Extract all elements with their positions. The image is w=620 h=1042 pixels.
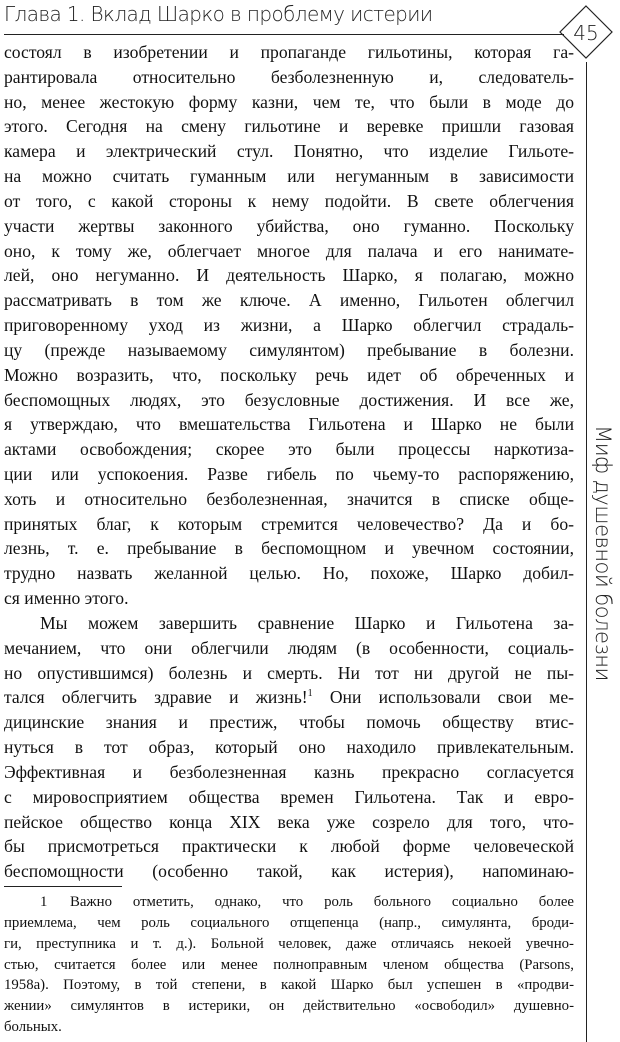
body-line (4, 685, 574, 710)
body-line: ся именно этого. (4, 588, 129, 609)
body-line: рассматривать в том же ключе. А именно, Гильотен облегчил (4, 290, 574, 311)
side-rule (586, 62, 587, 1042)
footnote-line (40, 892, 574, 913)
footnote-line: ги, преступника и т. д.). Больной человек, даже отличаясь некоей увечно- (4, 935, 574, 952)
body-line: с мировосприятием общества времен Гильотена. Так и евро- (4, 786, 574, 807)
body-line: от того, с какой стороны к нему подойти. В свете облегчения (4, 190, 574, 211)
footnote-rule (4, 886, 122, 887)
body-line: оно, к тому же, облегчает многое для палача и его нанимате- (4, 240, 574, 261)
body-line: камера и электрический стул. Понятно, что изделие Гильоте- (4, 141, 574, 162)
footnote-line: 1958a). Поэтому, в той степени, в какой Шарко был успешен в «продви- (4, 977, 574, 994)
header-rule (4, 34, 564, 35)
body-line: состоял в изобретении и пропаганде гильотины, которая га- (4, 42, 574, 62)
footnote-line: стью, считается более или менее полноправным членом общества (Parsons, (4, 956, 574, 973)
body-line: но, менее жестокую форму казни, чем те, что были в моде до (4, 91, 574, 112)
footnote-line: жении» симулянтов в истерики, он действительно «освободил» душевно- (4, 998, 574, 1015)
body-line: Эффективная и безболезненная казнь прекрасно согласуется (4, 761, 574, 782)
body-line: беспомощности (особенно такой, как истерия), напоминаю- (4, 861, 574, 882)
side-title: Миф душевной болезни (591, 425, 615, 681)
body-line: Можно возразить, что, поскольку речь идет об обреченных и (4, 364, 574, 385)
body-line-text: тался облегчить здравие и жизнь! (4, 687, 308, 708)
body-line: на можно считать гуманным или негуманным в зависимости (4, 166, 574, 187)
body-line: участи жертвы законного убийства, оно гуманно. Поскольку (4, 215, 574, 236)
body-line: цу (прежде называемому симулянтом) пребывание в болезни. (4, 339, 574, 360)
page-number: 45 (573, 21, 599, 45)
body-line: мечанием, что они облегчили людям (в особенности, социаль- (4, 637, 574, 658)
body-line: этого. Сегодня на смену гильотине и веревке пришли газовая (4, 116, 574, 137)
footnote-line: приемлема, чем роль социального отщепенца (напр., симулянта, броди- (4, 914, 574, 931)
body-line: принятых благ, к которым стремится человечество? Да и бо- (4, 513, 574, 534)
body-line: я утверждаю, что вмешательства Гильотена и Шарко не были (4, 414, 574, 435)
footnote-marker: 1 (40, 894, 48, 910)
body-line: беспомощных людях, это безусловные достижения. И все же, (4, 389, 574, 410)
body-line: Мы можем завершить сравнение Шарко и Гильотена за- (40, 612, 574, 633)
body-line: актами освобождения; скорее это были процессы наркотиза- (4, 439, 574, 460)
running-title: Глава 1. Вклад Шарко в проблему истерии (4, 2, 433, 26)
body-line: приговоренному уход из жизни, а Шарко облегчил страдаль- (4, 315, 574, 336)
body-line: пейское общество конца XIX века уже созрело для того, что- (4, 811, 574, 832)
body-line: но опустившимся) болезнь и смерть. Ни тот ни другой не пы- (4, 662, 574, 683)
body-line: дицинские знания и престиж, чтобы помочь обществу втис- (4, 712, 574, 733)
body-line: лезнь, т. е. пребывание в беспомощном и увечном состоянии, (4, 538, 574, 559)
body-line-text: Они использовали свои ме- (312, 687, 574, 708)
footnote-line: больных. (4, 1019, 62, 1036)
body-line: трудно назвать желанной целью. Но, похоже, Шарко добил- (4, 563, 574, 584)
footnote-text: Важно отметить, однако, что роль больного социально более (70, 894, 574, 910)
body-line: рантировала относительно безболезненную и, следователь- (4, 66, 574, 87)
body-line: ции или успокоения. Разве гибель по чьему-то распоряжению, (4, 464, 574, 484)
footnote-reference[interactable]: 1 (307, 688, 313, 700)
body-line: хоть и относительно безболезненная, значится в списке обще- (4, 488, 574, 509)
body-line: нуться в тот образ, который оно находило привлекательным. (4, 737, 574, 758)
body-line: лей, оно негуманно. И деятельность Шарко, я полагаю, можно (4, 265, 574, 286)
body-line: бы присмотреться практически к любой форме человеческой (4, 836, 574, 857)
